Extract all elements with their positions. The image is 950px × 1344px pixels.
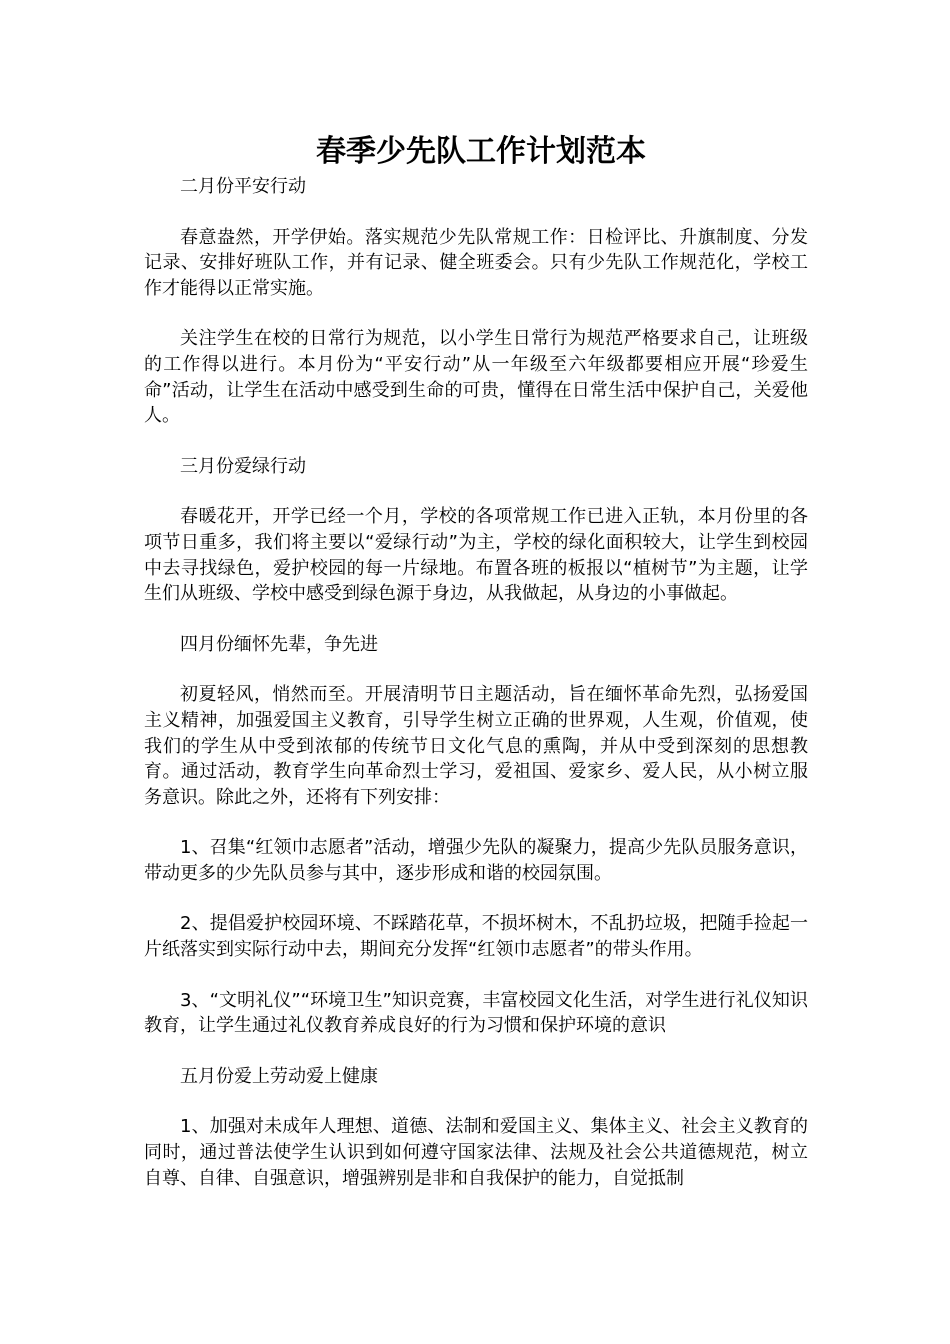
list-item: 1、召集“红领巾志愿者”活动，增强少先队的凝聚力，提高少先队员服务意识，带动更多的少先队员参与其中，逐步形成和谐的校园氛围。 xyxy=(144,837,808,884)
section-heading-april: 四月份缅怀先辈，争先进 xyxy=(180,633,378,655)
paragraph: 初夏轻风，悄然而至。开展清明节日主题活动，旨在缅怀革命先烈，弘扬爱国主义精神，加强爱国主义教育，引导学生树立正确的世界观，人生观，价值观，使我们的学生从中受到浓郁的传统节日文化气息的熏陶，并从中受到深刻的思想教育。通过活动，教育学生向革命烈士学习，爱祖国、爱家乡、爱人民，从小树立服务意识。除此之外，还将有下列安排： xyxy=(144,684,808,808)
section-heading-march: 三月份爱绿行动 xyxy=(180,455,306,477)
section-heading-may: 五月份爱上劳动爱上健康 xyxy=(180,1065,378,1087)
list-item: 1、加强对未成年人理想、道德、法制和爱国主义、集体主义、社会主义教育的同时，通过普法使学生认识到如何遵守国家法律、法规及社会公共道德规范，树立自尊、自律、自强意识，增强辨别是非和自我保护的能力，自觉抵制 xyxy=(144,1116,808,1189)
document-page xyxy=(144,130,808,1191)
list-item: 2、提倡爱护校园环境、不踩踏花草，不损坏树木，不乱扔垃圾，把随手捡起一片纸落实到实际行动中去，期间充分发挥“红领巾志愿者”的带头作用。 xyxy=(144,913,808,961)
paragraph: 关注学生在校的日常行为规范，以小学生日常行为规范严格要求自己，让班级的工作得以进行。本月份为“平安行动”从一年级至六年级都要相应开展“珍爱生命”活动，让学生在活动中感受到生命的可贵，懂得在日常生活中保护自己，关爱他人。 xyxy=(144,328,808,427)
paragraph: 春暖花开，开学已经一个月，学校的各项常规工作已进入正轨，本月份里的各项节日重多，我们将主要以“爱绿行动”为主，学校的绿化面积较大，让学生到校园中去寻找绿色，爱护校园的每一片绿地。布置各班的板报以“植树节”为主题，让学生们从班级、学校中感受到绿色源于身边，从我做起，从身边的小事做起。 xyxy=(144,506,808,605)
document-title: 春季少先队工作计划范本 xyxy=(316,134,646,169)
paragraph: 春意盎然，开学伊始。落实规范少先队常规工作：日检评比、升旗制度、分发记录、安排好班队工作，并有记录、健全班委会。只有少先队工作规范化，学校工作才能得以正常实施。 xyxy=(144,226,808,299)
section-heading-february: 二月份平安行动 xyxy=(180,176,306,197)
list-item: 3、“文明礼仪”“环境卫生”知识竞赛，丰富校园文化生活，对学生进行礼仪知识教育，让学生通过礼仪教育养成良好的行为习惯和保护环境的意识 xyxy=(144,989,808,1037)
